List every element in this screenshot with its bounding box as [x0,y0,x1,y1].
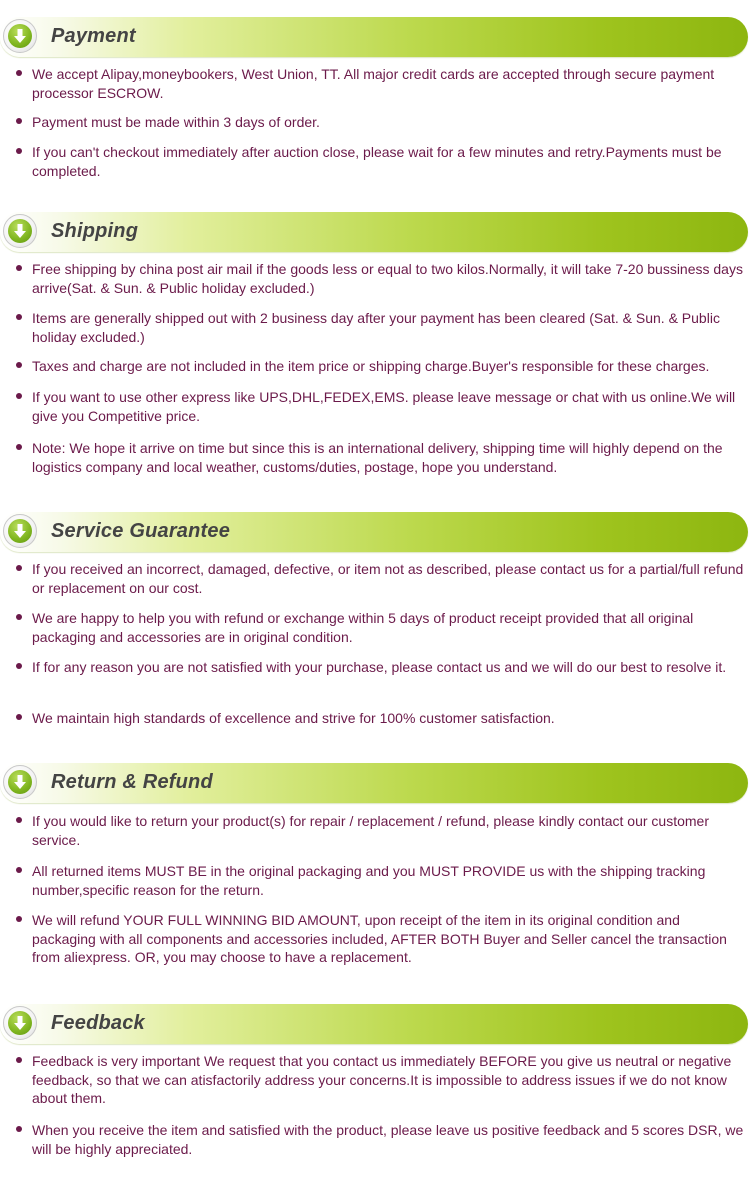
section-title: Payment [51,25,136,47]
section-header-bar [0,212,748,252]
section-return-refund [0,763,750,965]
list-item: We are happy to help you with refund or exchange within 5 days of product receipt provided that all original packaging and accessories are in original condition. [16,609,744,646]
list-item: If for any reason you are not satisfied with your purchase, please contact us and we will do our best to resolve it. [16,658,744,677]
list-item: Items are generally shipped out with 2 business day after your payment has been cleared (Sat. & Sun. & Public holiday excluded.) [16,309,744,346]
bullet-dot-icon [16,70,22,76]
arrow-down-circle-icon [3,19,37,53]
section-header-bar [0,512,748,552]
section-header-bar [0,1004,748,1044]
arrow-down-circle-icon [3,765,37,799]
section-title: Feedback [51,1012,145,1034]
bullet-dot-icon [16,1126,22,1132]
list-item: If you received an incorrect, damaged, defective, or item not as described, please contact us for a partial/full refund or replacement on our cost. [16,560,744,597]
bullet-dot-icon [16,1057,22,1063]
list-item: When you receive the item and satisfied with the product, please leave us positive feedback and 5 scores DSR, we will be highly appreciated. [16,1121,744,1158]
bullet-dot-icon [16,148,22,154]
list-item: We accept Alipay,moneybookers, West Union, TT. All major credit cards are accepted through secure payment processor ESCROW. [16,65,744,102]
list-item: If you would like to return your product(s) for repair / replacement / refund, please kindly contact our customer service. [16,812,744,849]
section-shipping [0,212,750,475]
list-item: If you want to use other express like UPS,DHL,FEDEX,EMS. please leave message or chat with us online.We will give you Competitive price. [16,388,744,425]
bullet-dot-icon [16,118,22,124]
list-item: We will refund YOUR FULL WINNING BID AMOUNT, upon receipt of the item in its original condition and packaging with all components and accessories included, AFTER BOTH Buyer and Seller cancel the transaction from aliexpress. OR, you may choose to have a replacement. [16,911,744,967]
section-header-bar [0,763,748,803]
bullet-dot-icon [16,265,22,271]
bullet-dot-icon [16,614,22,620]
section-payment [0,17,750,179]
list-item: We maintain high standards of excellence and strive for 100% customer satisfaction. [16,709,744,728]
section-feedback [0,1004,750,1157]
list-item: Taxes and charge are not included in the item price or shipping charge.Buyer's responsible for these charges. [16,357,744,376]
section-title: Shipping [51,220,139,242]
bullet-dot-icon [16,867,22,873]
list-item: Free shipping by china post air mail if the goods less or equal to two kilos.Normally, it will take 7-20 bussiness days arrive(Sat. & Sun. & Public holiday excluded.) [16,260,744,297]
arrow-down-circle-icon [3,1006,37,1040]
list-item: All returned items MUST BE in the original packaging and you MUST PROVIDE us with the shipping tracking number,specific reason for the return. [16,862,744,899]
arrow-down-circle-icon [3,214,37,248]
section-header-bar [0,17,748,57]
list-item: Feedback is very important We request that you contact us immediately BEFORE you give us neutral or negative feedback, so that we can atisfactorily address your concerns.It is impossible to address issues if we do not know about them. [16,1052,744,1108]
section-title: Service Guarantee [51,520,231,542]
bullet-dot-icon [16,314,22,320]
bullet-dot-icon [16,444,22,450]
section-title: Return & Refund [51,771,213,793]
bullet-dot-icon [16,663,22,669]
bullet-dot-icon [16,817,22,823]
section-service-guarantee [0,512,750,726]
arrow-down-circle-icon [3,514,37,548]
list-item: Payment must be made within 3 days of order. [16,113,744,132]
bullet-dot-icon [16,362,22,368]
bullet-dot-icon [16,714,22,720]
bullet-dot-icon [16,393,22,399]
list-item: Note: We hope it arrive on time but since this is an international delivery, shipping time will highly depend on the logistics company and local weather, customs/duties, postage, hope you understand. [16,439,744,476]
bullet-dot-icon [16,916,22,922]
bullet-dot-icon [16,565,22,571]
list-item: If you can't checkout immediately after auction close, please wait for a few minutes and retry.Payments must be completed. [16,143,744,180]
